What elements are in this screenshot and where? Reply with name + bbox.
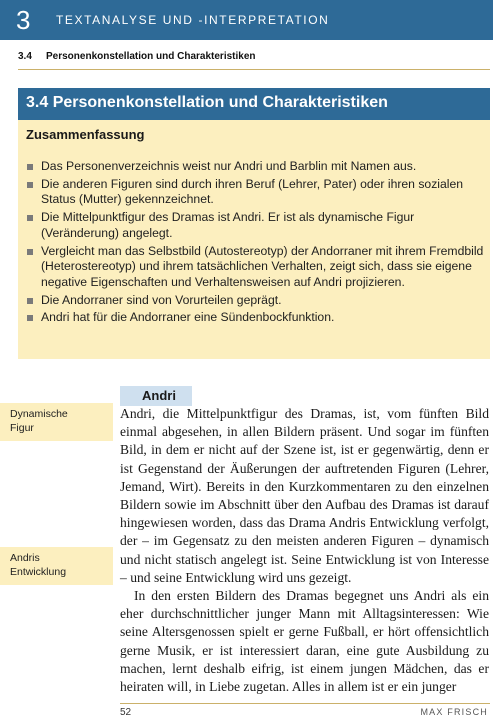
summary-heading: Zusammenfassung [26,127,145,142]
page-number: 52 [120,707,132,718]
square-bullet-icon [27,298,33,304]
body-text [120,405,489,696]
body-paragraph: In den ersten Bildern des Dramas begegnet uns Andri als ein eher durchschnittlicher junger Mann mit Alltagsinteressen: Wie seine Altersgenossen spielt er gerne Fußball, er hört offensichtlich gerne Musik, er ist interessiert daran, eine gute Ausbildung zu machen, lernt deshalb eifrig, ist einem jungen Mädchen, das er heiraten will, in Liebe zugetan. Alles in allem ist er ein junger [120,588,489,695]
summary-item: Vergleicht man das Selbstbild (Autostereotyp) der Andorraner mit ihrem Fremdbild (Heterostereotyp) und ihrem tatsächlichen Verhalten, zeigt sich, dass sie eigene negative Eigenschaften und Verhaltensweisen auf Andri projizieren. [24,244,486,291]
summary-list [24,159,486,328]
body-paragraph: Andri, die Mittelpunktfigur des Dramas, ist, vom fünften Bild einmal abgesehen, in allen Bildern präsent. Und sogar im fünften Bild, in dem er nicht auf der Szene ist, ist er gegenwärtig, denn er ist Gegenstand der Äußerungen der auftretenden Figuren (Lehrer, Jemand, Wirt). Bereits in den Kurzkommentaren zu den einzelnen Bildern sowie im Abschnitt über den Aufbau des Dramas ist darauf hingewiesen worden, dass das Drama Andris Entwicklung verfolgt, der – im Gegensatz zu den meisten anderen Figuren – dynamisch und nicht statisch angelegt ist. Seine Entwicklung ist von Interesse – und seine Entwicklung wird uns gezeigt. [120,406,489,585]
summary-box [18,120,490,359]
square-bullet-icon [27,215,33,221]
square-bullet-icon [27,249,33,255]
summary-item: Andri hat für die Andorraner eine Sündenbockfunktion. [24,310,486,326]
running-subheader [18,51,256,62]
section-title: 3.4 Personenkonstellation und Charakteristiken [26,94,388,111]
subheader-title: Personenkonstellation und Charakteristiken [46,51,256,62]
square-bullet-icon [27,315,33,321]
summary-item: Die Andorraner sind von Vorurteilen geprägt. [24,293,486,309]
chapter-number: 3 [16,5,31,35]
footer-divider [120,703,490,704]
square-bullet-icon [27,164,33,170]
margin-label-andris-entwicklung: Andris Entwicklung [0,547,113,585]
section-title-bar [18,88,490,120]
square-bullet-icon [27,182,33,188]
summary-item: Die Mittelpunktfigur des Dramas ist Andri. Er ist als dynamische Figur (Veränderung) angelegt. [24,210,486,241]
subheader-divider [18,69,490,70]
chapter-header-bar [0,0,493,40]
margin-label-dynamische-figur: Dynamische Figur [0,403,113,441]
summary-item: Das Personenverzeichnis weist nur Andri und Barblin mit Namen aus. [24,159,486,175]
subheader-number: 3.4 [18,51,32,62]
andri-heading: Andri [120,386,192,406]
summary-item: Die anderen Figuren sind durch ihren Beruf (Lehrer, Pater) oder ihren sozialen Status (Mutter) gekennzeichnet. [24,177,486,208]
chapter-title: TEXTANALYSE UND -INTERPRETATION [56,13,330,27]
footer-author: MAX FRISCH [420,707,488,717]
